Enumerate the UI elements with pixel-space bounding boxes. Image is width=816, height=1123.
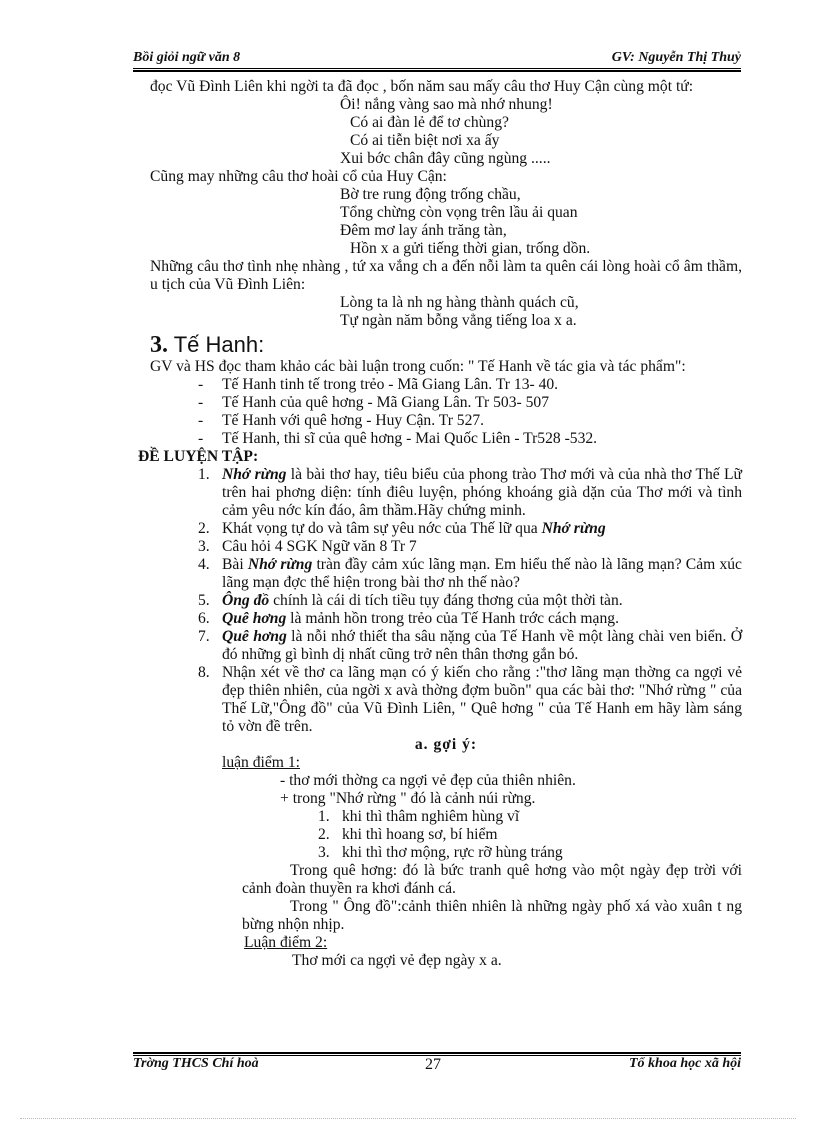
item-number: 2. [198, 520, 210, 537]
list-item [198, 610, 742, 628]
page-bottom-divider [20, 1118, 796, 1119]
section-title: Tế Hanh: [173, 332, 265, 357]
item-text: là mảnh hồn trong trẻo của Tế Hanh trớc cách mạng. [286, 610, 619, 627]
hint-paragraph [150, 862, 742, 898]
intro-paragraph-1: đọc Vũ Đình Liên khi ngời ta đã đọc , bốn năm sau mấy câu thơ Huy Cận cùng một tứ: [150, 78, 694, 95]
header-right: GV: Nguyễn Thị Thuỷ [611, 50, 741, 65]
list-item [198, 592, 742, 610]
item-number: 2. [318, 826, 330, 843]
work-title: Nhớ rừng [247, 556, 313, 573]
exercise-list [150, 466, 742, 736]
poem-line: Xui bớc chân đây cũng ngùng ..... [340, 150, 551, 167]
list-item: - Tế Hanh, thi sĩ của quê hơng - Mai Quốc Liên - Tr528 -532. [198, 430, 742, 448]
hint-paragraph [150, 898, 742, 934]
exercise-heading: ĐỀ LUYỆN TẬP: [138, 448, 259, 465]
list-item [318, 844, 742, 862]
poem-line: Có ai đàn lẻ để tơ chùng? [350, 114, 509, 131]
item-text: Nhận xét về thơ ca lãng mạn có ý kiến cho rằng :"thơ lãng mạn thờng ca ngợi vẻ đẹp thiên nhiên, của ngời x avà thờng đợm buồn" qua các bài thơ: "Nhớ rừng " của Thế Lữ,"Ông đồ" của Vũ Đình Liên, " Quê hơng " của Tế Hanh em hãy làm sáng tỏ vờn đề trên. [222, 664, 742, 735]
item-number: 5. [198, 592, 210, 609]
page-footer [133, 1056, 741, 1076]
poem-line: Tự ngàn năm bỗng vẳng tiếng loa x a. [340, 312, 577, 329]
sub-list [150, 808, 742, 862]
list-item [198, 520, 742, 538]
page-number: 27 [425, 1056, 441, 1073]
section-heading [150, 332, 742, 358]
item-number: 7. [198, 628, 210, 645]
poem-line: Tổng chừng còn vọng trên lầu ải quan [340, 204, 578, 221]
list-item: - Tế Hanh tinh tế trong trẻo - Mã Giang Lân. Tr 13- 40. [198, 376, 742, 394]
section-intro: GV và HS đọc tham khảo các bài luận trong cuốn: " Tế Hanh về tác gia và tác phẩm": [150, 358, 686, 375]
point-1-label: luận điểm 1: [222, 754, 300, 771]
item-number: 8. [198, 664, 210, 681]
item-number: 4. [198, 556, 210, 573]
section-number: 3. [150, 332, 168, 358]
poem-2 [150, 186, 742, 258]
list-item [198, 628, 742, 664]
hint-line: Thơ mới ca ngợi vẻ đẹp ngày x a. [292, 952, 502, 969]
hint-line: + trong "Nhớ rừng " đó là cảnh núi rừng. [280, 790, 536, 807]
work-title: Quê hơng [222, 610, 287, 627]
page-header [133, 50, 741, 70]
work-title: Nhớ rừng [222, 466, 287, 483]
list-item [198, 664, 742, 736]
list-item [198, 466, 742, 520]
intro-paragraph-3: Những câu thơ tình nhẹ nhàng , tứ xa vắng ch a đến nỗi làm ta quên cái lòng hoài cổ âm thầm, u tịch của Vũ Đình Liên: [150, 258, 742, 293]
item-text: là bài thơ hay, tiêu biểu của phong trào Thơ mới và của nhà thơ Thế Lữ trên hai phơng diện: tính điêu luyện, phóng khoáng già dặn của Thơ mới và tình cảm yêu nớc kín đáo, âm thầm.Hãy chứng minh. [222, 466, 742, 519]
poem-line: Hồn x a gửi tiếng thời gian, trống dồn. [350, 240, 591, 257]
poem-line: Có ai tiễn biệt nơi xa ấy [350, 132, 500, 149]
item-text: khi thì thâm nghiêm hùng vĩ [342, 808, 520, 825]
list-item: - Tế Hanh với quê hơng - Huy Cận. Tr 527. [198, 412, 742, 430]
item-number: 1. [198, 466, 210, 483]
item-text: là nỗi nhớ thiết tha sâu nặng của Tế Hanh về một làng chài ven biển. Ở đó những gì bình dị nhất cũng trở nên thân thơng gắn bó. [222, 628, 742, 663]
work-title: Quê hơng [222, 628, 287, 645]
item-text: chính là cái di tích tiều tụy đáng thơng của một thời tàn. [269, 592, 623, 609]
poem-line: Lòng ta là nh ng hàng thành quách cũ, [340, 294, 579, 311]
work-title: Ông đồ [222, 592, 270, 609]
footer-right: Tổ khoa học xã hội [628, 1056, 741, 1071]
list-item [318, 808, 742, 826]
item-text: khi thì hoang sơ, bí hiểm [342, 826, 498, 843]
item-text: Câu hỏi 4 SGK Ngữ văn 8 Tr 7 [222, 538, 417, 555]
poem-line: Bờ tre rung động trống chầu, [340, 186, 521, 203]
point-2-label: Luận điểm 2: [244, 934, 328, 951]
item-text: Khát vọng tự do và tâm sự yêu nớc của Thế lữ qua [222, 520, 542, 537]
list-item [318, 826, 742, 844]
item-number: 1. [318, 808, 330, 825]
hint-line: - thơ mới thờng ca ngợi vẻ đẹp của thiên nhiên. [280, 772, 576, 789]
hint-paragraph-text: Trong quê hơng: đó là bức tranh quê hơng vào một ngày đẹp trời với cảnh đoàn thuyền ra khơi đánh cá. [242, 862, 742, 897]
list-item: - Tế Hanh của quê hơng - Mã Giang Lân. Tr 503- 507 [198, 394, 742, 412]
header-rule [133, 68, 741, 72]
reference-list [150, 376, 742, 448]
item-text: tràn đầy cảm xúc lãng mạn. Em hiểu thế nào là lãng mạn? Cảm xúc lãng mạn đợc thể hiện trong bài thơ nh thế nào? [222, 556, 742, 591]
item-text: Bài [222, 556, 248, 573]
item-number: 3. [318, 844, 330, 861]
footer-left: Trờng THCS Chí hoà [133, 1056, 259, 1071]
list-item [198, 538, 742, 556]
hint-title: a. gợi ý: [414, 736, 478, 753]
work-title: Nhớ rừng [541, 520, 606, 537]
item-text: khi thì thơ mộng, rực rỡ hùng tráng [342, 844, 563, 861]
item-number: 6. [198, 610, 210, 627]
poem-3 [150, 294, 742, 330]
hint-paragraph-text: Trong " Ông đồ":cảnh thiên nhiên là những ngày phố xá vào xuân t ng bừng nhộn nhịp. [242, 898, 742, 933]
intro-paragraph-2: Cũng may những câu thơ hoài cổ của Huy Cận: [150, 168, 447, 185]
poem-1 [150, 96, 742, 168]
header-left: Bồi giỏi ngữ văn 8 [133, 50, 241, 65]
poem-line: Đêm mơ lay ánh trăng tàn, [340, 222, 507, 239]
page-content [138, 78, 742, 970]
list-item [198, 556, 742, 592]
item-number: 3. [198, 538, 210, 555]
poem-line: Ôi! nắng vàng sao mà nhớ nhung! [340, 96, 553, 113]
